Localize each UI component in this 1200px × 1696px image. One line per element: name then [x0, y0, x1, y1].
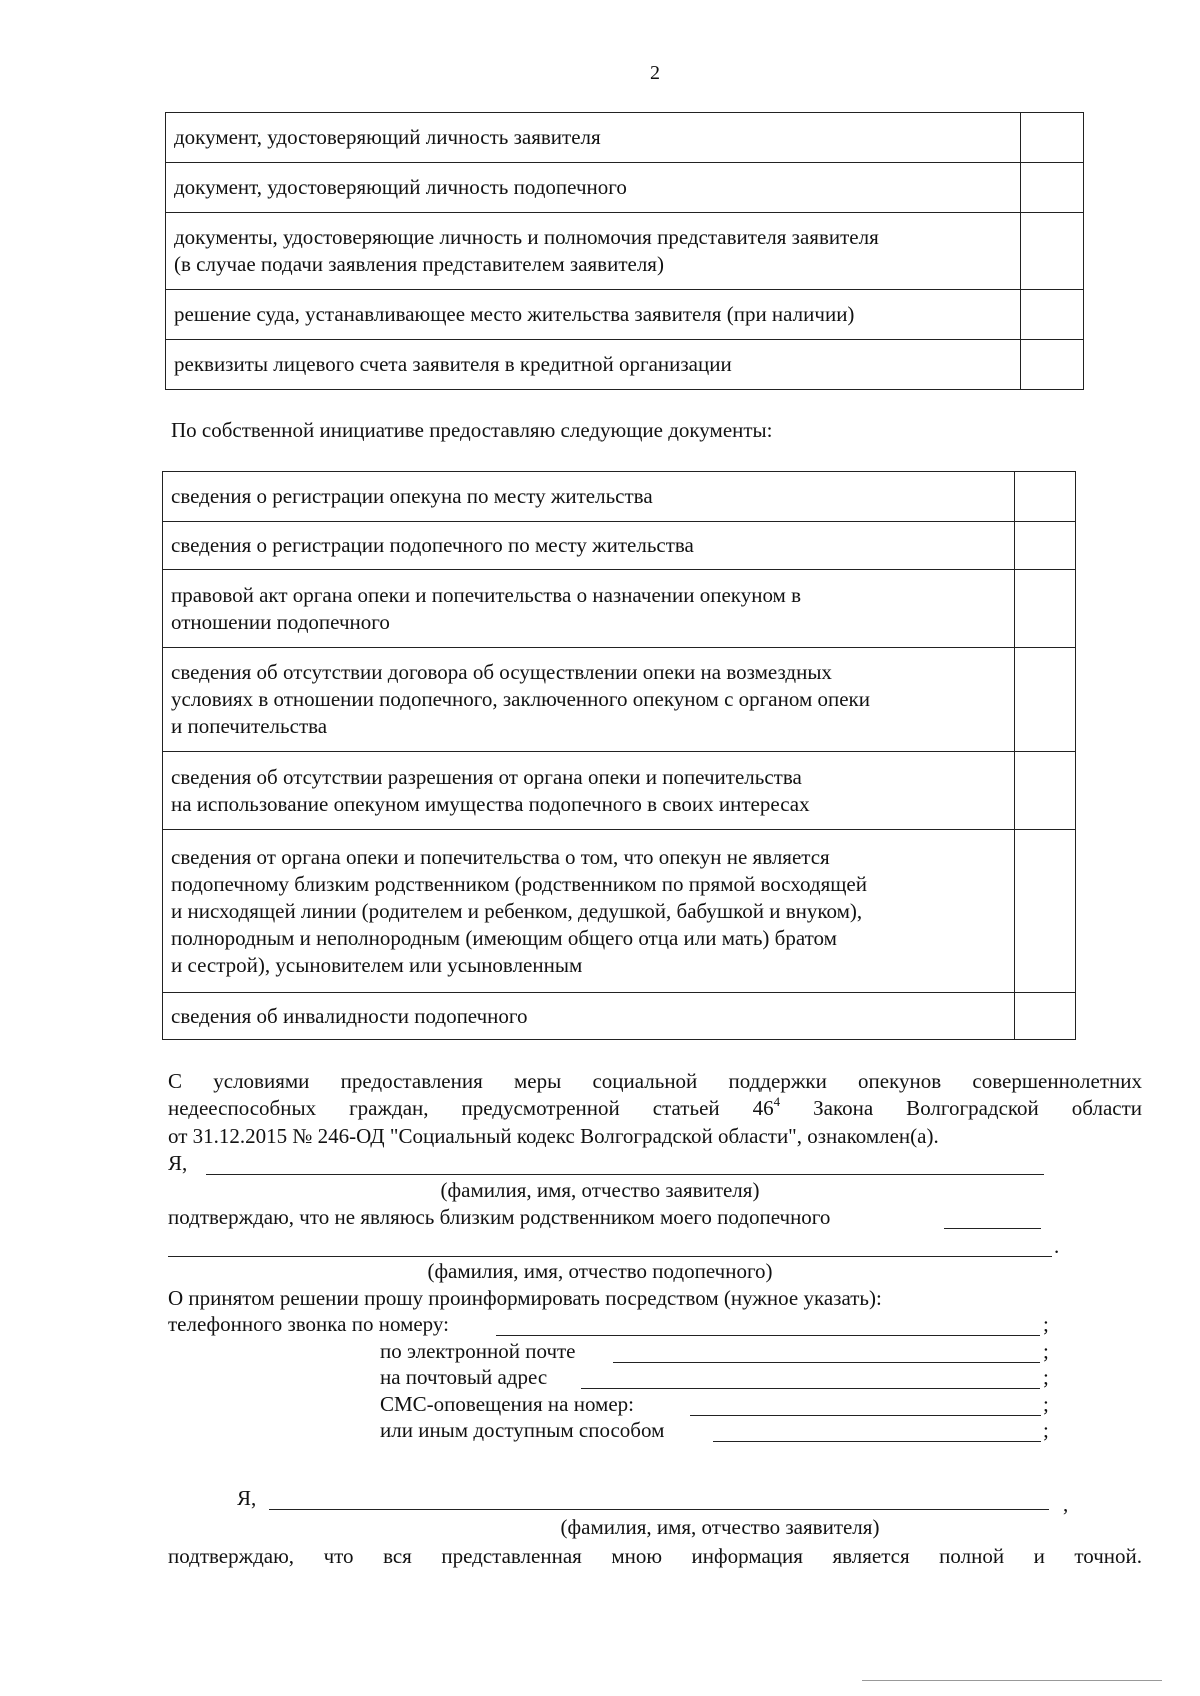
- other-label: или иным доступным способом: [380, 1418, 665, 1442]
- document-label: сведения о регистрации подопечного по месту жительства: [163, 522, 1015, 570]
- document-label: документ, удостоверяющий личность заявителя: [166, 113, 1021, 163]
- phone-field[interactable]: [496, 1335, 1040, 1336]
- email-label: по электронной почте: [380, 1339, 576, 1363]
- document-checkbox[interactable]: [1021, 340, 1084, 390]
- postal-field[interactable]: [581, 1388, 1040, 1389]
- separator: ;: [1043, 1339, 1049, 1363]
- document-label: решение суда, устанавливающее место жительства заявителя (при наличии): [166, 290, 1021, 340]
- table-row: [163, 752, 1076, 830]
- document-label: реквизиты лицевого счета заявителя в кредитной организации: [166, 340, 1021, 390]
- document-checkbox[interactable]: [1015, 522, 1076, 570]
- document-label: документ, удостоверяющий личность подопечного: [166, 163, 1021, 213]
- table-row: [163, 830, 1076, 993]
- document-label: сведения об инвалидности подопечного: [163, 993, 1015, 1040]
- ward-caption: (фамилия, имя, отчество подопечного): [427, 1259, 773, 1283]
- document-checkbox[interactable]: [1015, 648, 1076, 752]
- table-row: [163, 993, 1076, 1040]
- applicant-label-2: Я,: [237, 1486, 257, 1510]
- table-row: [163, 522, 1076, 570]
- document-label: сведения от органа опеки и попечительства о том, что опекун не является подопечному близким родственником (родственником по прямой восходящей и нисходящей линии (родителем и ребенком, дедушкой, бабушкой и внуком), полнородным и неполнородным (имеющим общего отца или мать) братом и сестрой), усыновителем или усыновленным: [163, 830, 1015, 993]
- document-label: сведения об отсутствии договора об осуществлении опеки на возмездных условиях в отношении подопечного, заключенного опекуном с органом опеки и попечительства: [163, 648, 1015, 752]
- document-checkbox[interactable]: [1015, 993, 1076, 1040]
- document-checkbox[interactable]: [1015, 472, 1076, 522]
- not-relative-text: подтверждаю, что не являюсь близким родственником моего подопечного: [168, 1205, 831, 1229]
- period: .: [1054, 1234, 1060, 1258]
- corner-line: [862, 1680, 1162, 1681]
- confirm-text: подтверждаю, что вся представленная мною информация является полной и точной.: [168, 1544, 1142, 1568]
- table-row: [163, 472, 1076, 522]
- required-documents-table: [165, 112, 1084, 390]
- applicant-label: Я,: [168, 1151, 188, 1175]
- separator: ;: [1043, 1392, 1049, 1416]
- optional-documents-table: [162, 471, 1076, 1040]
- table-row: [163, 648, 1076, 752]
- ward-name-field[interactable]: [168, 1256, 1052, 1257]
- document-checkbox[interactable]: [1015, 752, 1076, 830]
- document-checkbox[interactable]: [1021, 290, 1084, 340]
- applicant-name-field[interactable]: [206, 1174, 1044, 1175]
- table-row: [166, 340, 1084, 390]
- sms-label: СМС-оповещения на номер:: [380, 1392, 634, 1416]
- phone-label: телефонного звонка по номеру:: [168, 1312, 449, 1336]
- conditions-line-3: от 31.12.2015 № 246-ОД "Социальный кодекс Волгоградской области", ознакомлен(а).: [168, 1124, 939, 1148]
- initiative-heading: По собственной инициативе предоставляю следующие документы:: [171, 418, 773, 442]
- applicant-caption-2: (фамилия, имя, отчество заявителя): [560, 1515, 880, 1539]
- document-label: документы, удостоверяющие личность и полномочия представителя заявителя (в случае подачи заявления представителем заявителя): [166, 213, 1021, 290]
- postal-label: на почтовый адрес: [380, 1365, 548, 1389]
- sms-field[interactable]: [690, 1415, 1041, 1416]
- separator: ;: [1043, 1418, 1049, 1442]
- table-row: [166, 213, 1084, 290]
- conditions-line-2: недееспособных граждан, предусмотренной статьей $46^4$ Закона Волгоградской области: [168, 1094, 1142, 1120]
- inform-heading: О принятом решении прошу проинформировать посредством (нужное указать):: [168, 1286, 882, 1310]
- table-row: [163, 570, 1076, 648]
- ward-name-field-start[interactable]: [944, 1228, 1041, 1229]
- document-label: правовой акт органа опеки и попечительства о назначении опекуном в отношении подопечного: [163, 570, 1015, 648]
- separator: ;: [1043, 1312, 1049, 1336]
- applicant-caption: (фамилия, имя, отчество заявителя): [440, 1178, 760, 1202]
- table-row: [166, 163, 1084, 213]
- conditions-line-1: С условиями предоставления меры социальной поддержки опекунов совершеннолетних: [168, 1069, 1142, 1093]
- document-checkbox[interactable]: [1021, 113, 1084, 163]
- document-checkbox[interactable]: [1015, 830, 1076, 993]
- email-field[interactable]: [613, 1362, 1040, 1363]
- document-checkbox[interactable]: [1015, 570, 1076, 648]
- page-number: 2: [650, 62, 660, 84]
- comma: ,: [1063, 1492, 1069, 1516]
- table-row: [166, 290, 1084, 340]
- document-checkbox[interactable]: [1021, 213, 1084, 290]
- document-label: сведения об отсутствии разрешения от органа опеки и попечительства на использование опекуном имущества подопечного в своих интересах: [163, 752, 1015, 830]
- applicant-name-field-2[interactable]: [269, 1509, 1049, 1510]
- separator: ;: [1043, 1365, 1049, 1389]
- table-row: [166, 113, 1084, 163]
- other-field[interactable]: [713, 1441, 1041, 1442]
- document-checkbox[interactable]: [1021, 163, 1084, 213]
- document-label: сведения о регистрации опекуна по месту жительства: [163, 472, 1015, 522]
